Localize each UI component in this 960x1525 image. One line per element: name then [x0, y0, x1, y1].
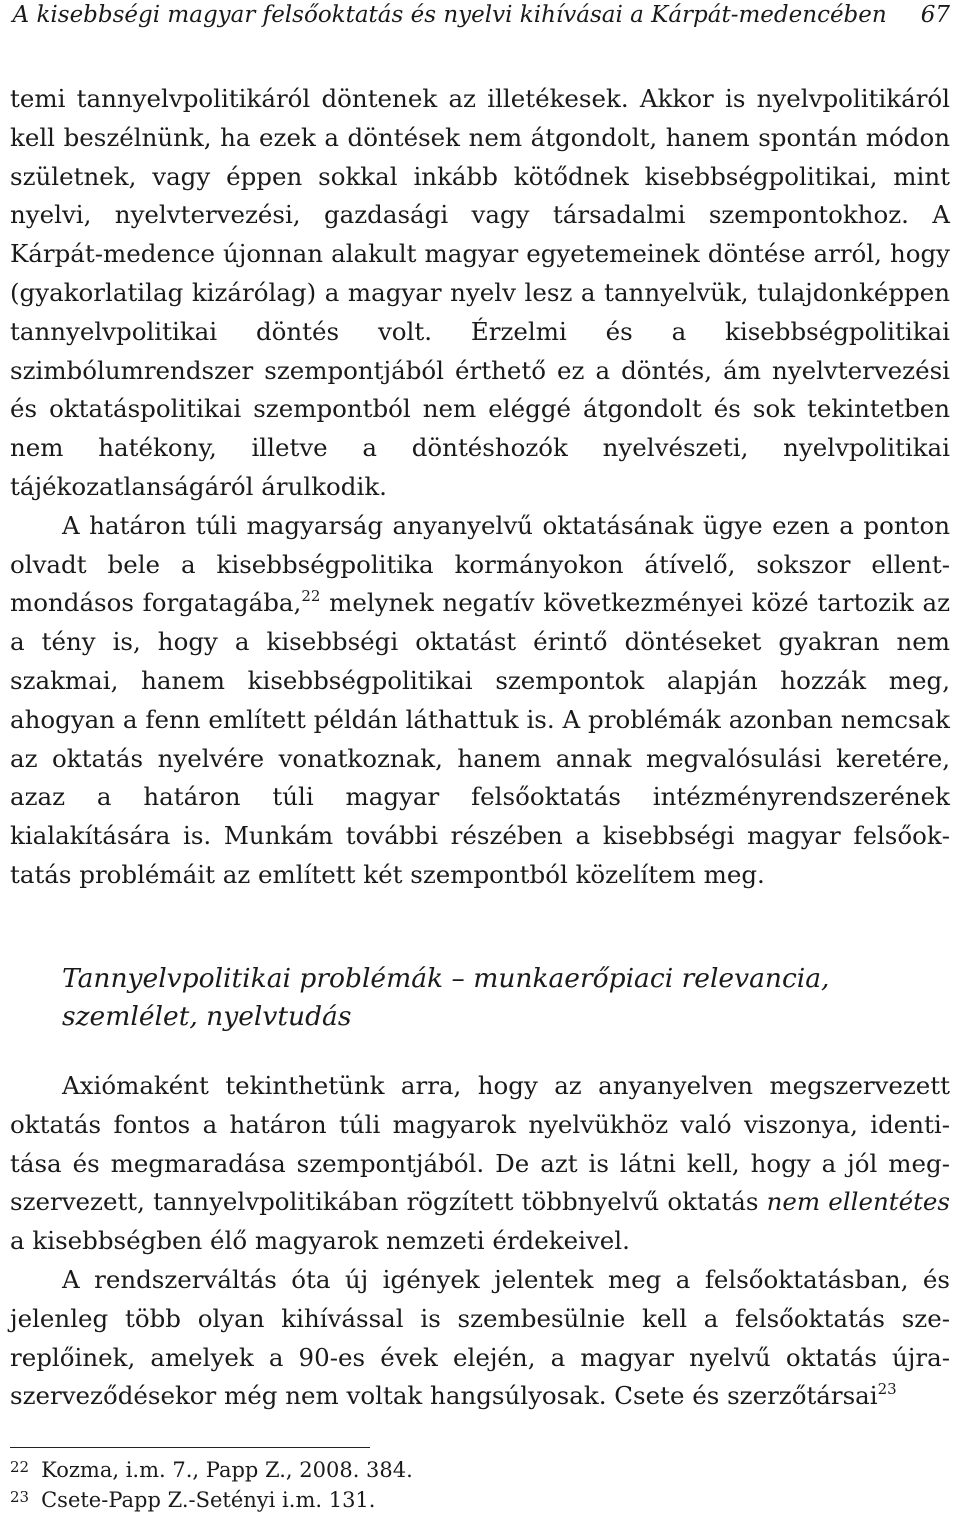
section-heading: Tannyelvpolitikai problémák – munkaerőpiaci relevancia, szemlélet, nyelvtudás	[62, 963, 830, 1032]
running-head-title: A kisebbségi magyar felsőoktatás és nyelvi kihívásai a Kárpát-medencében	[12, 2, 887, 28]
footnote-number: 23	[10, 1488, 30, 1506]
footnote-number: 22	[10, 1458, 30, 1476]
paragraph-3	[10, 1067, 950, 1261]
paragraph-4-text: A rendszerváltás óta új igények jelentek meg a felsőoktatásban, és jelenleg több olyan kihívással is szembesülnie kell a felsőoktatás szereplőinek, amelyek a 90-es évek elején, a magyar nyelvű oktatás újraszerveződésekor még nem voltak hangsúlyosak. Csete és szerzőtársai	[10, 1264, 950, 1411]
paragraph-2-text-b: melynek negatív következményei közé tartozik az a tény is, hogy a kisebbségi oktatást érintő döntéseket gyakran nem szakmai, hanem kisebbségpolitikai szempontok alapján hozzák meg, ahogyan a fenn említett példán láthattuk is. A problémák azonban nemcsak az oktatás nyelvére vonatkoznak, hanem annak megvalósulási keretére, azaz a határon túli magyar felsőoktatás intézményrendszerének kialakítására is. Munkám további részében a kisebbségi magyar felsőoktatás problémáit az említett két szempontból közelítem meg.	[10, 588, 950, 889]
paragraph-2-text-a: A határon túli magyarság anyanyelvű oktatásának ügye ezen a ponton olvadt bele a kisebbségpolitika kormányokon átívelő, sokszor ellentmondásos forgatagába,	[10, 510, 950, 618]
footnote-text: Csete-Papp Z.-Setényi i.m. 131.	[41, 1488, 376, 1512]
section-2-text	[10, 1067, 950, 1416]
paragraph-3-emphasis: nem ellentétes	[766, 1187, 950, 1217]
body-text	[10, 80, 950, 895]
footnotes	[10, 1455, 950, 1515]
paragraph-3-text-b: a kisebbségben élő magyarok nemzeti érdekeivel.	[10, 1226, 630, 1256]
document-page	[10, 0, 950, 1525]
footnote-text: Kozma, i.m. 7., Papp Z., 2008. 384.	[41, 1458, 413, 1482]
footnote-ref-23[interactable]: 23	[877, 1380, 897, 1399]
page-number: 67	[920, 2, 950, 28]
footnote-23	[10, 1485, 950, 1515]
paragraph-2	[10, 507, 950, 895]
paragraph-4	[10, 1261, 950, 1416]
paragraph-3-text-a: Axiómaként tekinthetünk arra, hogy az anyanyelven megszervezett oktatás fontos a határon túli magyarok nyelvükhöz való viszonya, identitása és megmaradása szempontjából. De azt is látni kell, hogy a jól megszervezett, tannyelvpolitikában rögzített többnyelvű oktatás	[10, 1071, 950, 1217]
paragraph-1-text: temi tannyelvpolitikáról döntenek az illetékesek. Akkor is nyelvpolitikáról kell beszélnünk, ha ezek a döntések nem átgondolt, hanem spontán módon születnek, vagy éppen sokkal inkább kötődnek kisebbségpolitikai, mint nyelvi, nyelvtervezési, gazdasági vagy társadalmi szempontokhoz. A Kárpát-medence újonnan alakult magyar egyetemeinek döntése arról, hogy (gyakorlatilag kizárólag) a magyar nyelv lesz a tannyelvük, tulajdonképpen tannyelvpolitikai döntés volt. Érzelmi és a kisebbségpolitikai szimbólumrendszer szempontjából érthető ez a döntés, ám nyelvtervezési és oktatáspolitikai szempontból nem eléggé átgondolt és sok tekintetben nem hatékony, illetve a döntéshozók nyelvészeti, nyelvpolitikai tájékozatlanságáról árulkodik.	[10, 84, 950, 501]
footnote-ref-22[interactable]: 22	[301, 587, 321, 606]
running-head	[12, 0, 950, 30]
footnote-22	[10, 1455, 950, 1485]
paragraph-1	[10, 80, 950, 507]
footnote-divider	[10, 1447, 370, 1448]
